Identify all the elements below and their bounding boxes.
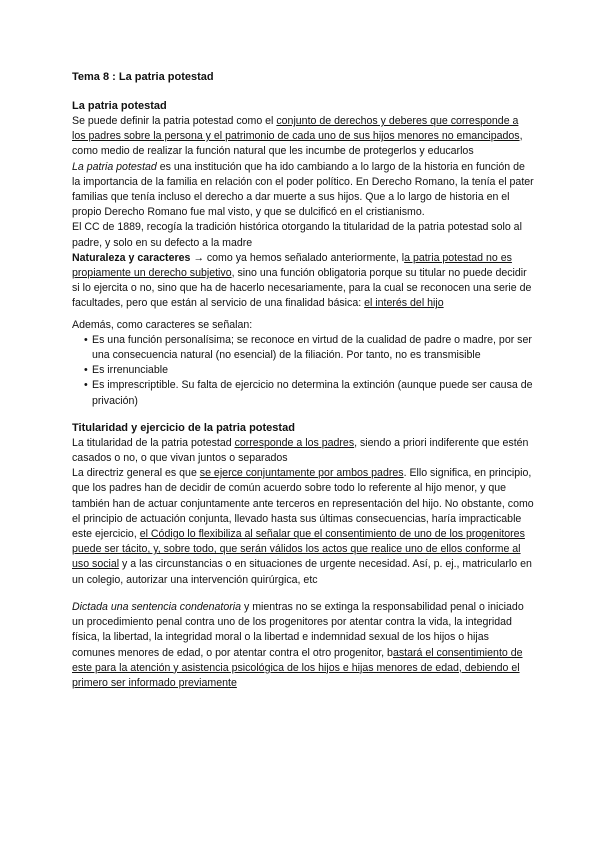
text-run: , como medio de realizar la función natural que les incumbe de protegerlos y educarlos [72, 130, 523, 158]
underlined-text: conjunto de derechos y deberes que corresponde a los padres sobre la persona y el patrimonio de cada uno de sus hijos menores no emancipados [72, 115, 520, 143]
text-run: . Ello significa, en principio, que los padres han de decidir de común acuerdo sobre todo lo referente al hijo menor, y que también han de actuar conjuntamente ante terceros en representación del hijo. No obstante, como el principio de actuación conjunta, llevado hasta sus últimas consecuencias, haría impracticable este ejercicio, [72, 467, 534, 541]
text-run: y a las circunstancias o en situaciones de urgente necesidad. Así, p. ej., matricularlo en un colegio, autorizar una intervención quirúrgica, etc [72, 558, 532, 586]
text-run: es una institución que ha ido cambiando a lo largo de la historia en función de la importancia de la familia en relación con el poder político. En Derecho Romano, la tenía el pater familias que tenía incluso el derecho a dar muerte a sus hijos. Que a lo largo de historia en el propio Derecho Romano fue mal visto, y que se dulcificó en el cristianismo. [72, 160, 534, 219]
paragraph-history [72, 160, 534, 221]
underlined-text: corresponde a los padres [234, 436, 355, 449]
underlined-text: a patria potestad no es propiamente un derecho subjetivo [72, 251, 512, 280]
paragraph-directriz [72, 466, 534, 588]
page-title: Tema 8 : La patria potestad [72, 71, 214, 83]
underlined-text: el interés del hijo [364, 297, 444, 310]
underlined-text: se ejerce conjuntamente por ambos padres [199, 467, 404, 480]
document-body [72, 70, 534, 691]
section-heading-patria-potestad: La patria potestad [72, 100, 167, 112]
underlined-text: astará el consentimiento de este para la atención y asistencia psicológica de los hijos e hijas menores de edad, debiendo el primero ser informado previamente [72, 646, 523, 689]
paragraph-titularidad [72, 436, 534, 466]
paragraph-cc-1889: El CC de 1889, recogía la tradición histórica otorgando la titularidad de la patria potestad solo al padre, y solo en su defecto a la madre [72, 221, 522, 249]
text-run: La directriz general es que [72, 467, 200, 480]
paragraph-sentencia [72, 600, 534, 691]
text-run: , sino una función obligatoria porque su titular no puede decidir si lo ejercita o no, sino que ha de hacerlo necesariamente, para la cual se reconocen una serie de facultades, pero que están al servicio de una finalidad básica: [72, 267, 532, 310]
text-run: Se puede definir la patria potestad como el [72, 115, 277, 127]
italic-text: Dictada una sentencia condenatoria [72, 600, 242, 613]
caracteres-list [72, 333, 534, 409]
text-run: → como ya hemos señalado anteriormente, l [190, 251, 405, 264]
list-item: • Es imprescriptible. Su falta de ejercicio no determina la extinción (aunque puede ser causa de privación) [84, 378, 534, 408]
text-run: , siendo a priori indiferente que estén casados o no, o que vivan juntos o separados [72, 436, 529, 465]
italic-text: La patria potestad [72, 160, 157, 173]
list-item: • Es una función personalísima; se reconoce en virtud de la cualidad de padre o madre, por ser una consecuencia natural (no esencial) de la filiación. Por tanto, no es transmisible [84, 333, 534, 363]
underlined-text: el Código lo flexibiliza al señalar que el consentimiento de uno de los progenitores puede ser tácito, y, sobre todo, que serán válidos los actos que realice uno de ellos conforme al uso social [72, 528, 525, 571]
paragraph-naturaleza [72, 251, 534, 312]
text-run: y mientras no se extinga la responsabilidad penal o iniciado un procedimiento penal contra uno de los progenitores por atentar contra la vida, la integridad física, la libertad, la integridad moral o la libertad e indemnidad sexual de los hijos o hijas comunes menores de edad, o por atentar contra el otro progenitor, b [72, 600, 524, 659]
text-run: La titularidad de la patria potestad [72, 436, 235, 449]
paragraph-caracteres-intro: Además, como caracteres se señalan: [72, 318, 253, 331]
section-heading-titularidad: Titularidad y ejercicio de la patria potestad [72, 421, 295, 434]
paragraph-definition [72, 114, 534, 160]
bold-text: Naturaleza y caracteres [72, 251, 191, 264]
list-item: • Es irrenunciable [84, 363, 534, 378]
